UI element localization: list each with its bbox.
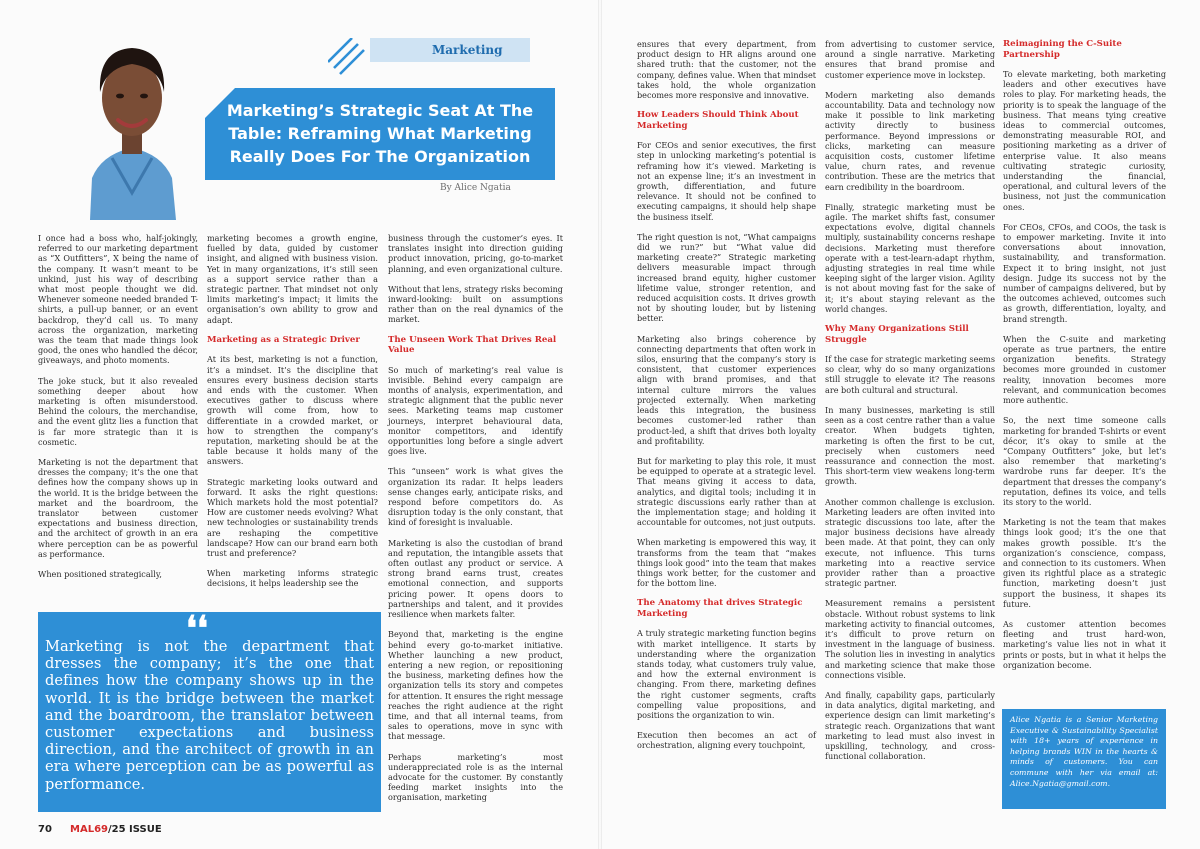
pull-quote-box: [38, 609, 381, 812]
paragraph: The right question is not, “What campaigns did we run?” but “What value did marketing create?” Strategic marketing delivers measurable impact through increased brand equity, higher customer lifetime value, stronger retention, and reduced acquisition costs. It drives growth not by shouting louder, but by listening better.: [637, 231, 817, 324]
paragraph: At its best, marketing is not a function, it’s a mindset. It’s the discipline that ensures every business decision starts and ends with the customer. When executives gather to discuss where growth will come from, how to differentiate in a crowded market, or how to strengthen the company’s reputation, marketing should be at the table because it holds many of the answers.: [207, 354, 378, 467]
section-heading: How Leaders Should Think About Marketing: [637, 110, 799, 131]
paragraph: As customer attention becomes fleeting and trust hard-won, marketing’s value lies not in what it prints or posts, but in what it helps the organization become.: [1003, 618, 1166, 670]
paragraph: business through the customer’s eyes. It translates insight into direction guiding product innovation, pricing, go-to-market planning, and even organizational culture.: [388, 233, 563, 274]
title-banner: [205, 88, 555, 180]
paragraph: marketing becomes a growth engine, fuelled by data, guided by customer insight, and aligned with business vision. Yet in many organizations, it’s still seen as a support service rather than a strategic partner. That mindset not only limits marketing’s impact; it limits the organisation’s own ability to grow and adapt.: [207, 233, 378, 325]
right-column-2: [825, 39, 995, 771]
paragraph: For CEOs and senior executives, the first step in unlocking marketing’s potential is reframing how it’s viewed. Marketing is not an expense line; it’s an investment in growth, differentiation, and future relevance. It should not be confined to executing campaigns, it should help shape the business itself.: [637, 140, 816, 222]
author-portrait: [62, 28, 202, 220]
paragraph: Marketing also brings coherence by connecting departments that often work in silos, ensuring that the company’s story is consistent, that customer experiences align with brand promises, and that internal culture mirrors the values projected externally. When marketing leads this integration, the business becomes customer-led rather than product-led, a shift that drives both loyalty and profitability.: [637, 333, 816, 446]
section-heading: Why Many Organizations Still Struggle: [825, 324, 969, 345]
paragraph: When the C-suite and marketing operate as true partners, the entire organization benefits. Strategy becomes more grounded in customer reality, innovation becomes more relevant, and communication becomes more authentic.: [1003, 333, 1166, 406]
paragraph: Execution then becomes an act of orchestration, aligning every touchpoint,: [637, 730, 816, 751]
author-bio: Alice Ngatia is a Senior Marketing Executive & Sustainability Specialist with 18+ years of experience in helping brands WIN in the hearts & minds of customers. You can commune with her via email at: Alice.Ngatia@gmail.com.: [1002, 709, 1166, 809]
paragraph: Strategic marketing looks outward and forward. It asks the right questions: Which markets hold the most potential? How are customer needs evolving? What new technologies or sustainability trends are reshaping the competitive landscape? How can our brand earn both trust and preference?: [207, 476, 378, 558]
paragraph: Beyond that, marketing is the engine behind every go-to-market initiative. Whether launching a new product, entering a new region, or repositioning the business, marketing defines how the organization tells its story and competes for attention. It ensures the right message reaches the right audience at the right time, and that all internal teams, from sales to operations, move in sync with that message.: [388, 629, 563, 742]
paragraph: Marketing is also the custodian of brand and reputation, the intangible assets that often outlast any product or service. A strong brand earns trust, creates emotional connection, and supports pricing power. It opens doors to partnerships and talent, and it provides resilience when markets falter.: [388, 537, 563, 620]
section-label: Marketing: [370, 38, 530, 62]
paragraph: The joke stuck, but it also revealed something deeper about how marketing is often misunderstood. Behind the colours, the merchandise, and the event glitz lies a function that is far more strategic than it is cosmetic.: [38, 375, 198, 447]
decorative-stripes: [328, 38, 368, 78]
section-heading: Marketing as a Strategic Driver: [207, 334, 360, 345]
section-heading: The Unseen Work That Drives Real Value: [388, 334, 557, 356]
paragraph: When marketing is empowered this way, it transforms from the team that “makes things look good” into the team that makes things work better, for the customer and for the bottom line.: [637, 537, 816, 589]
right-column-3: [1003, 39, 1166, 680]
right-column-1: [637, 39, 816, 761]
paragraph: But for marketing to play this role, it must be equipped to operate at a strategic level. That means giving it access to data, analytics, and digital tools; including it in strategic discussions early rather than at the implementation stage; and holding it accountable for outcomes, not just outputs.: [637, 455, 816, 528]
paragraph: Without that lens, strategy risks becoming inward-looking: built on assumptions rather than on the real dynamics of the market.: [388, 283, 563, 325]
article-title: Marketing’s Strategic Seat At The Table: Reframing What Marketing Really Does For The Organization: [226, 101, 534, 166]
paragraph: And finally, capability gaps, particularly in data analytics, digital marketing, and experience design can limit marketing’s strategic reach. Organizations that want marketing to lead must also invest in upskilling, technology, and cross-functional collaboration.: [825, 689, 995, 762]
paragraph: When positioned strategically,: [38, 569, 162, 580]
paragraph: Another common challenge is exclusion. Marketing leaders are often invited into strategic discussions too late, after the major business decisions have already been made. At that point, they can only execute, not influence. This turns marketing into a reactive service provider rather than a proactive strategic partner.: [825, 496, 995, 589]
paragraph: In many businesses, marketing is still seen as a cost centre rather than a value creator. When budgets tighten, marketing is often the first to be cut, precisely when customers need reassurance and connection the most. This short-term view weakens long-term growth.: [825, 404, 995, 487]
paragraph: Measurement remains a persistent obstacle. Without robust systems to link marketing activity to financial outcomes, it’s difficult to prove return on investment in the language of business. The solution lies in investing in analytics and marketing science that make those connections visible.: [825, 598, 995, 680]
paragraph: This “unseen” work is what gives the organization its radar. It helps leaders sense changes early, anticipate risks, and respond before competitors do. As disruption today is the only constant, that kind of foresight is invaluable.: [388, 466, 563, 528]
paragraph: Perhaps marketing’s most underappreciated role is as the internal advocate for the customer. By constantly feeding market insights into the organisation, marketing: [388, 751, 563, 803]
issue-prefix: MAL69: [70, 824, 108, 835]
page-number: 70: [38, 824, 52, 835]
paragraph: Marketing is not the department that dresses the company; it’s the one that defines how the company shows up in the world. It is the bridge between the market and the boardroom, the translator between customer expectations and business direction, and the architect of growth in an era where perception can be as powerful as performance.: [38, 457, 198, 559]
paragraph: So much of marketing’s real value is invisible. Behind every campaign are months of analysis, experimentation, and strategic alignment that the public never sees. Marketing teams map customer journeys, interpret behavioural data, monitor competitors, and identify opportunities long before a single advert goes live.: [388, 364, 563, 457]
paragraph: To elevate marketing, both marketing leaders and other executives have roles to play. For marketing heads, the priority is to speak the language of the business. That means tying creative ideas to commercial outcomes, demonstrating measurable ROI, and positioning marketing as a driver of enterprise value. It also means cultivating strategic curiosity, understanding the financial, operational, and cultural levers of the business, not just the communication ones.: [1003, 69, 1166, 212]
left-column-1: [38, 233, 198, 589]
paragraph: Finally, strategic marketing must be agile. The market shifts fast, consumer expectations evolve, digital channels multiply, sustainability concerns reshape decisions. Marketing must therefore operate with a test-learn-adapt rhythm, adjusting strategies in real time while keeping sight of the larger vision. Agility is not about moving fast for the sake of it; it’s about staying relevant as the world changes.: [825, 201, 995, 314]
paragraph: For CEOs, CFOs, and COOs, the task is to empower marketing. Invite it into conversations about innovation, sustainability, and transformation. Expect it to bring insight, not just design. Judge its success not by the number of campaigns delivered, but by the outcomes achieved, outcomes such as growth, differentiation, loyalty, and brand strength.: [1003, 221, 1166, 324]
quote-mark-icon: ❛❛: [186, 609, 208, 649]
left-column-2: [207, 233, 378, 599]
section-heading: The Anatomy that drives Strategic Marketing: [637, 598, 803, 619]
paragraph: ensures that every department, from product design to HR aligns around one shared truth: that the customer, not the company, defines value. When that mindset takes hold, the whole organization becomes more responsive and innovative.: [637, 39, 816, 101]
paragraph: from advertising to customer service, around a single narrative. Marketing ensures that brand promise and customer experience move in lockstep.: [825, 39, 995, 80]
paragraph: A truly strategic marketing function begins with market intelligence. It starts by understanding where the organization stands today, what customers truly value, and how the external environment is changing. From there, marketing defines the right customer segments, crafts compelling value propositions, and positions the organization to win.: [637, 628, 816, 720]
paragraph: Modern marketing also demands accountability. Data and technology now make it possible to link marketing activity directly to business performance. Beyond impressions or clicks, marketing can measure acquisition costs, customer lifetime value, churn rates, and revenue contribution. These are the metrics that earn credibility in the boardroom.: [825, 89, 995, 192]
left-column-3: [388, 233, 563, 813]
paragraph: So, the next time someone calls marketing for branded T-shirts or event décor, it’s okay to smile at the “Company Outfitters” joke, but let’s also remember that marketing’s wardrobe runs far deeper. It’s the department that dresses the company’s reputation, defines its voice, and tells its story to the world.: [1003, 415, 1166, 507]
paragraph: If the case for strategic marketing seems so clear, why do so many organizations still struggle to elevate it? The reasons are both cultural and structural.: [825, 354, 995, 395]
title-banner-corner: [205, 88, 235, 118]
section-heading: Reimagining the C-Suite Partnership: [1003, 39, 1122, 60]
paragraph: When marketing informs strategic decisions, it helps leadership see the: [207, 568, 378, 589]
issue-label: [70, 824, 162, 835]
paragraph: I once had a boss who, half-jokingly, referred to our marketing department as “X Outfitters”, X being the name of the company. It wasn’t meant to be unkind, just his way of describing what most people thought we did. Whenever someone needed branded T-shirts, a pull-up banner, or an event backdrop, they’d call us. To many across the organization, marketing was the team that made things look good, the ones who handled the décor, giveaways, and photo moments.: [38, 233, 198, 366]
paragraph: Marketing is not the team that makes things look good; it’s the one that makes growth possible. It’s the organization’s conscience, compass, and connection to its customers. When given its rightful place as a strategic function, marketing doesn’t just support the business, it shapes its future.: [1003, 517, 1166, 609]
pull-quote-text: Marketing is not the department that dresses the company; it’s the one that defines how the company shows up in the world. It is the bridge between the market and the boardroom, the translator between customer expectations and business direction, and the architect of growth in an era where perception can be as powerful as performance.: [45, 638, 374, 793]
byline: By Alice Ngatia: [440, 183, 511, 193]
issue-suffix: /25 ISSUE: [107, 824, 162, 835]
